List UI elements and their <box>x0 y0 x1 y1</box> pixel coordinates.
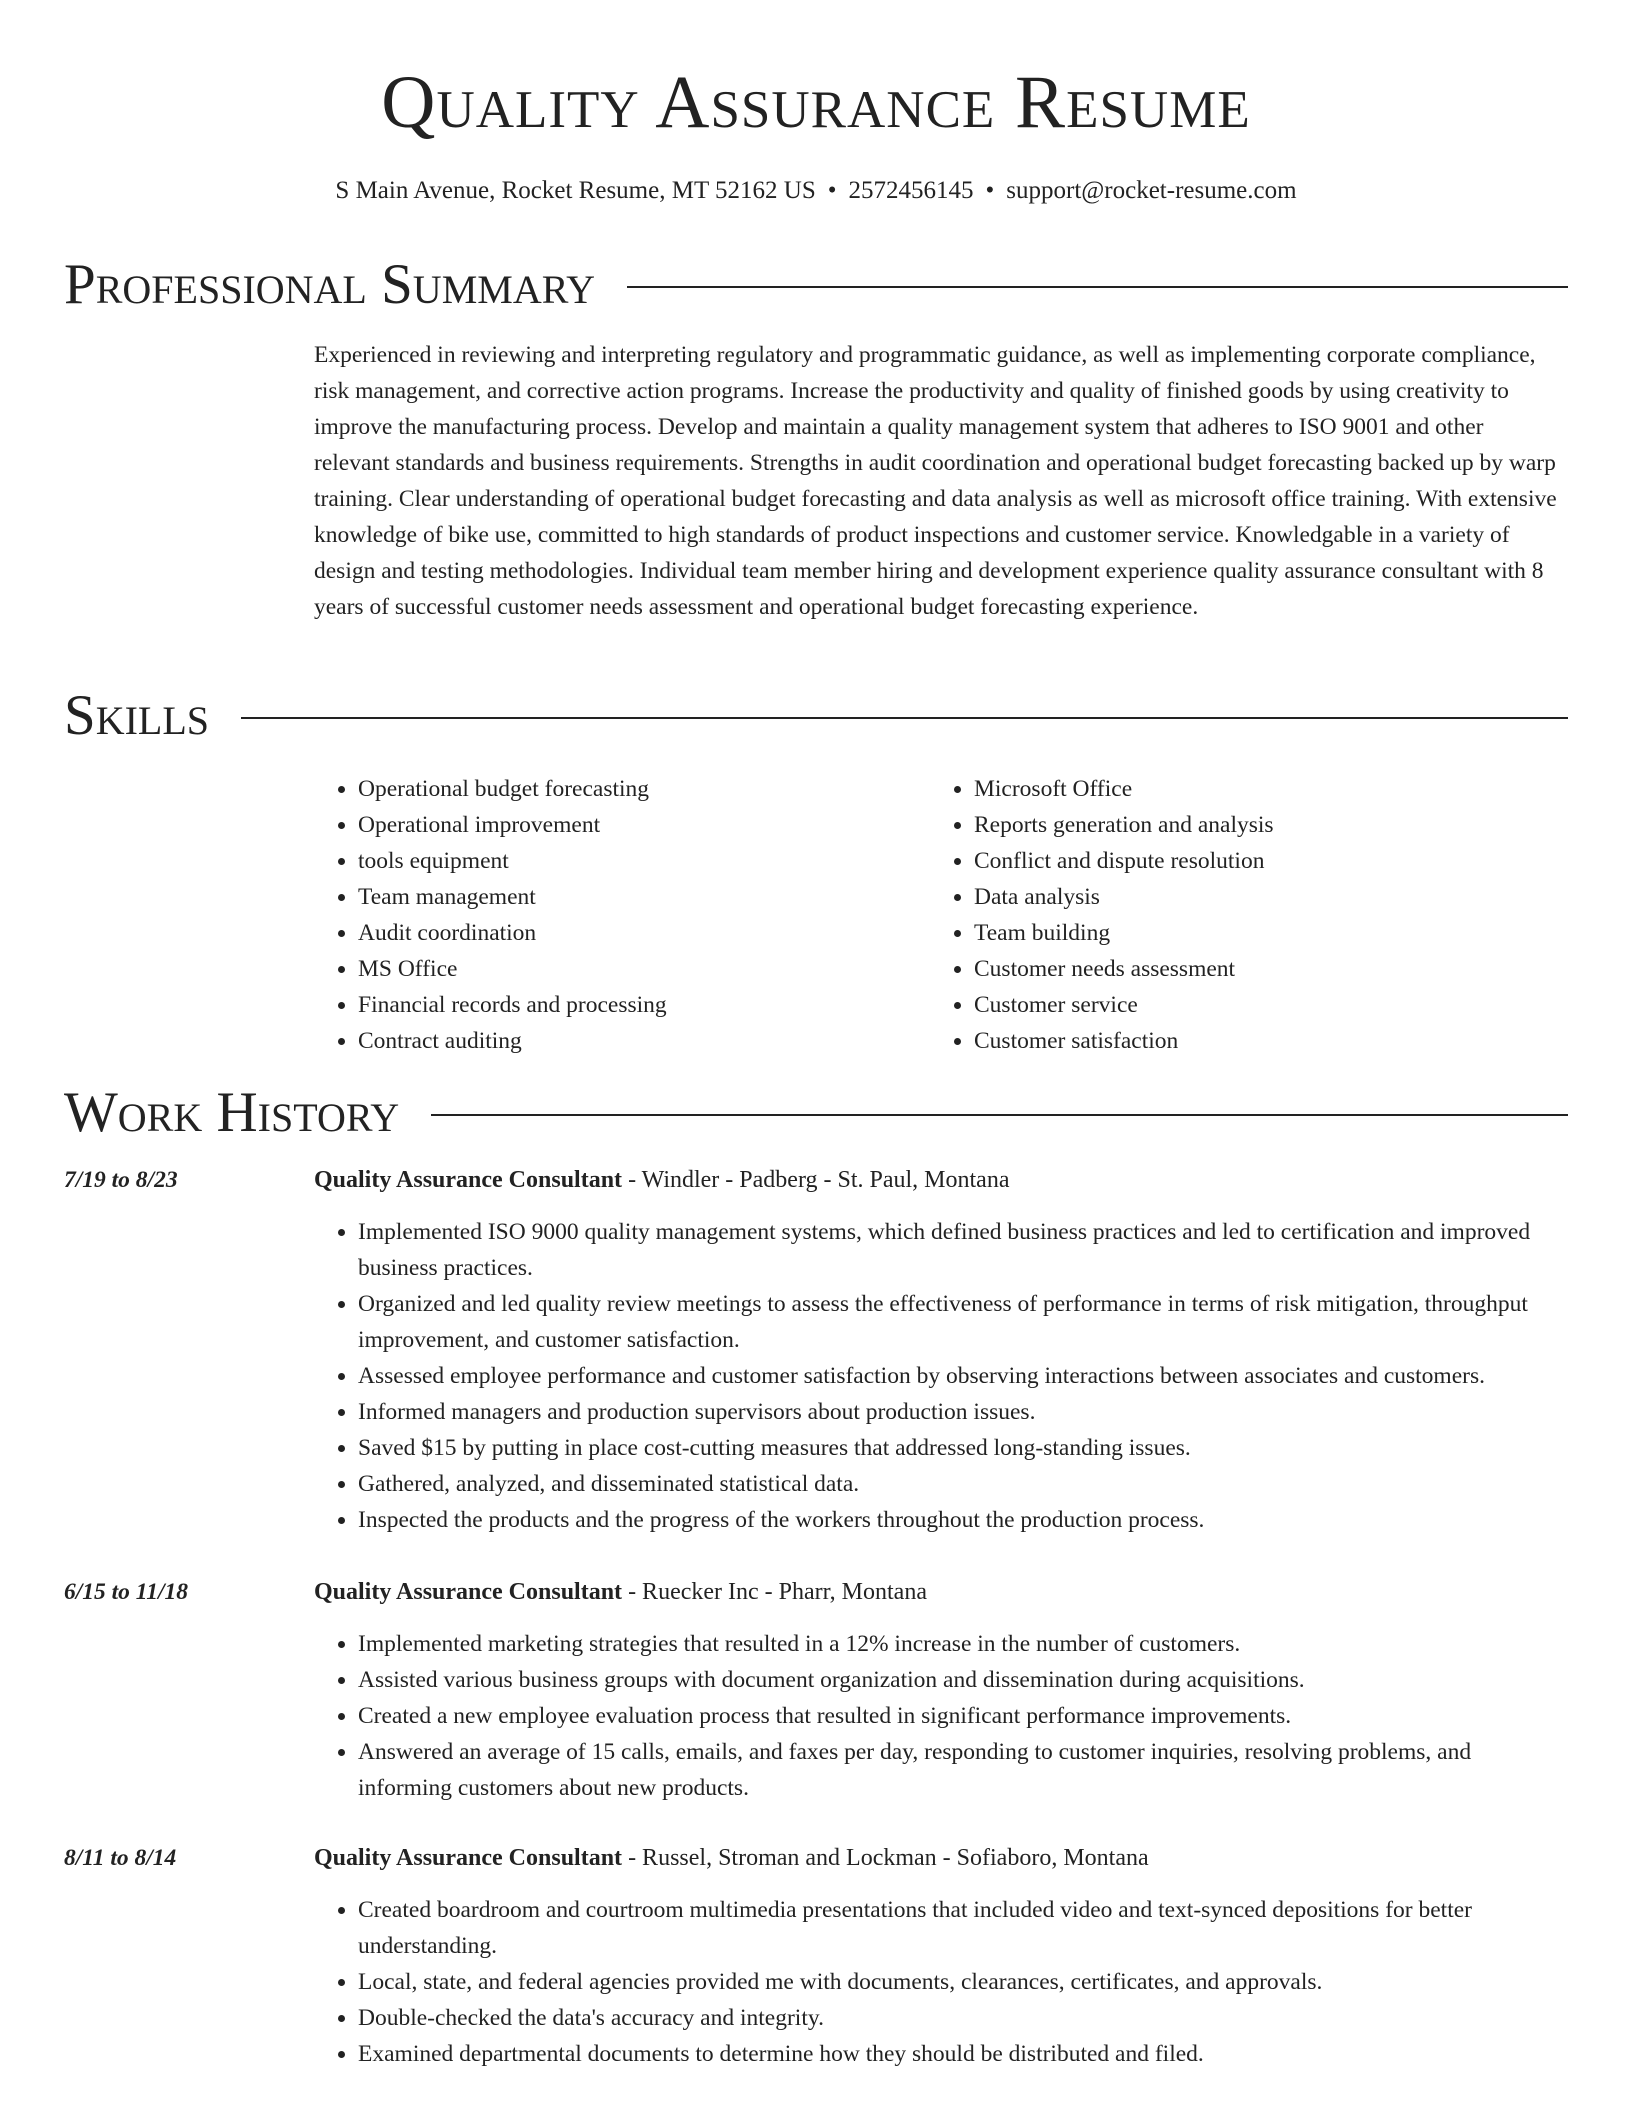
job-bullet: • Created boardroom and courtroom multimedia presentations that included video and text-synced depositions for better understanding. <box>358 1892 1568 1964</box>
work-heading: Work History <box>64 1081 400 1144</box>
job-bullets <box>314 1214 1568 1538</box>
job-bullet: • Implemented ISO 9000 quality management systems, which defined business practices and led to certification and improved business practices. <box>358 1214 1568 1286</box>
job-title: Quality Assurance Consultant <box>314 1167 623 1193</box>
skill-item: • Team management <box>358 879 930 915</box>
summary-section-header <box>64 250 1568 320</box>
skill-item: • Audit coordination <box>358 915 930 951</box>
skill-item: • Financial records and processing <box>358 987 930 1023</box>
address-text: S Main Avenue, Rocket Resume, MT 52162 US <box>335 177 816 204</box>
job-employer: - Russel, Stroman and Lockman - Sofiaboro, Montana <box>622 1845 1149 1871</box>
skills-column-right <box>930 771 1546 1059</box>
skill-item: • MS Office <box>358 951 930 987</box>
job-bullet: • Saved $15 by putting in place cost-cutting measures that addressed long-standing issues. <box>358 1430 1568 1466</box>
job-title: Quality Assurance Consultant <box>314 1845 623 1871</box>
contact-line <box>0 174 1632 208</box>
skill-item: • Conflict and dispute resolution <box>974 843 1546 879</box>
job-bullet: • Assessed employee performance and customer satisfaction by observing interactions between associates and customers. <box>358 1358 1568 1394</box>
email-text: support@rocket-resume.com <box>1006 177 1297 204</box>
skill-item: • Customer satisfaction <box>974 1023 1546 1059</box>
job-bullet: • Informed managers and production supervisors about production issues. <box>358 1394 1568 1430</box>
skills-list <box>314 771 1564 1059</box>
job-title-line <box>314 1840 1149 1876</box>
skill-item: • tools equipment <box>358 843 930 879</box>
skill-item: • Operational improvement <box>358 807 930 843</box>
job-bullets <box>314 1626 1568 1806</box>
job-dates: 8/11 to 8/14 <box>64 1845 177 1871</box>
skill-item: • Microsoft Office <box>974 771 1546 807</box>
job-dates: 6/15 to 11/18 <box>64 1579 189 1605</box>
work-section-header <box>64 1078 1568 1148</box>
job-title-line <box>314 1162 1009 1198</box>
skill-item: • Data analysis <box>974 879 1546 915</box>
skills-heading: Skills <box>64 684 210 747</box>
job-bullet: • Inspected the products and the progress of the workers throughout the production process. <box>358 1502 1568 1538</box>
job-title: Quality Assurance Consultant <box>314 1579 623 1605</box>
job-bullet: • Examined departmental documents to determine how they should be distributed and filed. <box>358 2036 1568 2072</box>
section-divider <box>431 1114 1568 1116</box>
skill-item: • Contract auditing <box>358 1023 930 1059</box>
skills-column-left <box>314 771 930 1059</box>
separator-dot: • <box>985 177 995 204</box>
job-title-line <box>314 1574 927 1610</box>
job-bullet: • Assisted various business groups with document organization and dissemination during acquisitions. <box>358 1662 1568 1698</box>
skill-item: • Customer service <box>974 987 1546 1023</box>
job-employer: - Windler - Padberg - St. Paul, Montana <box>622 1167 1010 1193</box>
job-bullets <box>314 1892 1568 2072</box>
job-bullet: • Double-checked the data's accuracy and integrity. <box>358 2000 1568 2036</box>
page-title: Quality Assurance Resume <box>381 61 1251 144</box>
summary-heading: Professional Summary <box>64 253 596 316</box>
phone-text: 2572456145 <box>848 177 974 204</box>
skills-section-header <box>64 681 1568 751</box>
job-bullet: • Organized and led quality review meetings to assess the effectiveness of performance in terms of risk mitigation, throughput improvement, and customer satisfaction. <box>358 1286 1568 1358</box>
job-bullet: • Gathered, analyzed, and disseminated statistical data. <box>358 1466 1568 1502</box>
job-bullet: • Implemented marketing strategies that resulted in a 12% increase in the number of customers. <box>358 1626 1568 1662</box>
skill-item: • Customer needs assessment <box>974 951 1546 987</box>
section-divider <box>627 286 1568 288</box>
job-bullet: • Local, state, and federal agencies provided me with documents, clearances, certificates, and approvals. <box>358 1964 1568 2000</box>
job-bullet: • Answered an average of 15 calls, emails, and faxes per day, responding to customer inquiries, resolving problems, and informing customers about new products. <box>358 1734 1568 1806</box>
job-employer: - Ruecker Inc - Pharr, Montana <box>622 1579 927 1605</box>
job-dates: 7/19 to 8/23 <box>64 1167 178 1193</box>
section-divider <box>241 717 1568 719</box>
summary-text: Experienced in reviewing and interpreting regulatory and programmatic guidance, as well as implementing corporate compliance, risk management, and corrective action programs. Increase the productivity and quality of finished goods by using creativity to improve the manufacturing process. Develop and maintain a quality management system that adheres to ISO 9001 and other relevant standards and business requirements. Strengths in audit coordination and operational budget forecasting backed up by warp training. Clear understanding of operational budget forecasting and data analysis as well as microsoft office training. With extensive knowledge of bike use, committed to high standards of product inspections and customer service. Knowledgable in a variety of design and testing methodologies. Individual team member hiring and development experience quality assurance consultant with 8 years of successful customer needs assessment and operational budget forecasting experience. <box>314 342 1557 620</box>
separator-dot: • <box>827 177 837 204</box>
job-bullet: • Created a new employee evaluation process that resulted in significant performance improvements. <box>358 1698 1568 1734</box>
skill-item: • Reports generation and analysis <box>974 807 1546 843</box>
skill-item: • Team building <box>974 915 1546 951</box>
skill-item: • Operational budget forecasting <box>358 771 930 807</box>
